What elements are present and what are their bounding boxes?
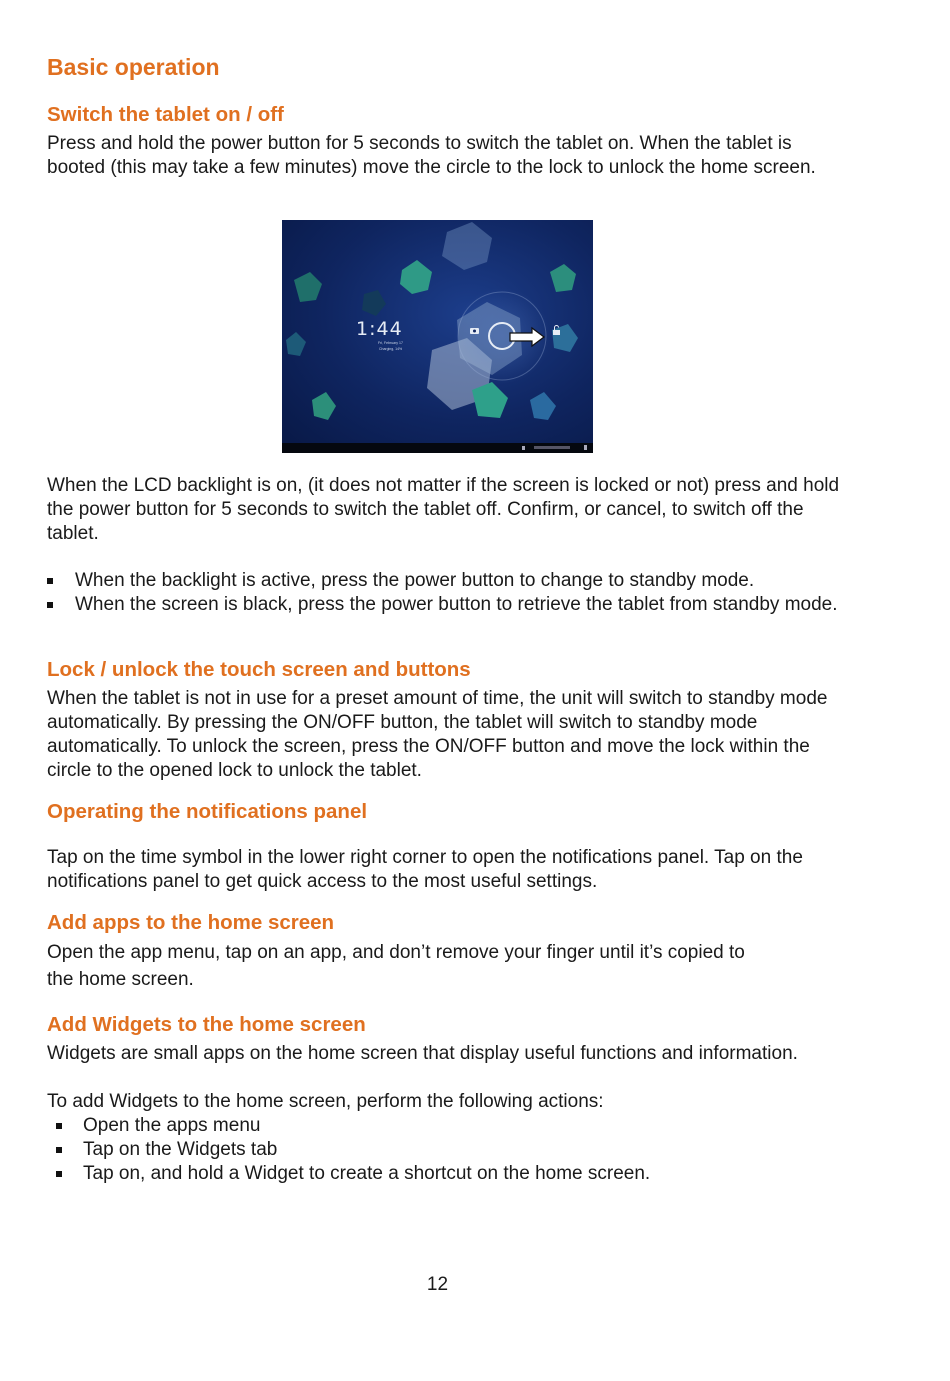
lock-screen-charging-status: Charging, 14% xyxy=(379,347,403,351)
lock-screen-date: Fri, February 17 xyxy=(378,341,403,345)
list-item: When the backlight is active, press the power button to change to standby mode. xyxy=(47,569,847,593)
list-item: Tap on the Widgets tab xyxy=(47,1138,847,1162)
crystal-shape xyxy=(550,264,576,292)
heading-switch-on-off: Switch the tablet on / off xyxy=(47,103,284,126)
crystal-shape xyxy=(552,324,578,352)
add-apps-line-2: the home screen. xyxy=(47,969,194,990)
lock-unlock-paragraph: When the tablet is not in use for a preset amount of time, the unit will switch to standby mode automatically. By pressing the ON/OFF button, the tablet will switch to standby mode automatically. To unlock the screen, press the ON/OFF button and move the lock within the circle to the opened lock to unlock the tablet. xyxy=(47,688,828,781)
page-title: Basic operation xyxy=(47,54,220,80)
heading-add-apps: Add apps to the home screen xyxy=(47,911,335,934)
crystal-shape xyxy=(286,332,306,356)
notifications-paragraph: Tap on the time symbol in the lower right corner to open the notifications panel. Tap on the notifications panel to get quick access to the most useful settings. xyxy=(47,847,803,892)
switch-on-paragraph: Press and hold the power button for 5 seconds to switch the tablet on. When the tablet is booted (this may take a few minutes) move the circle to the lock to unlock the home screen. xyxy=(47,133,816,178)
widgets-intro-paragraph: Widgets are small apps on the home screen that display useful functions and information. xyxy=(47,1043,798,1064)
crystal-shape xyxy=(530,392,556,420)
standby-bullet-list xyxy=(47,569,847,617)
page-number: 12 xyxy=(426,1274,449,1295)
unlock-icon xyxy=(553,326,560,336)
crystal-shape xyxy=(312,392,336,420)
heading-lock-unlock: Lock / unlock the touch screen and buttons xyxy=(47,658,471,681)
camera-icon xyxy=(470,328,479,334)
widgets-bullet-list xyxy=(47,1114,847,1186)
lock-screen-clock: 1:44 xyxy=(356,318,403,340)
list-item: Tap on, and hold a Widget to create a shortcut on the home screen. xyxy=(47,1162,847,1186)
lock-screen-screenshot xyxy=(282,220,593,453)
heading-notifications-panel: Operating the notifications panel xyxy=(47,800,368,823)
crystal-shape xyxy=(294,272,322,302)
crystal-shape xyxy=(442,222,492,270)
widgets-actions-paragraph: To add Widgets to the home screen, perform the following actions: xyxy=(47,1091,604,1112)
switch-off-paragraph: When the LCD backlight is on, (it does not matter if the screen is locked or not) press and hold the power button for 5 seconds to switch the tablet off. Confirm, or cancel, to switch off the tablet. xyxy=(47,475,840,544)
crystal-shape xyxy=(400,260,432,294)
crystal-shape xyxy=(362,290,386,316)
lock-screen-illustration xyxy=(282,220,593,453)
heading-add-widgets: Add Widgets to the home screen xyxy=(47,1013,366,1036)
list-item: When the screen is black, press the power button to retrieve the tablet from standby mode. xyxy=(47,593,847,617)
list-item: Open the apps menu xyxy=(47,1114,847,1138)
add-apps-line-1: Open the app menu, tap on an app, and don’t remove your finger until it’s copied to xyxy=(47,942,745,963)
